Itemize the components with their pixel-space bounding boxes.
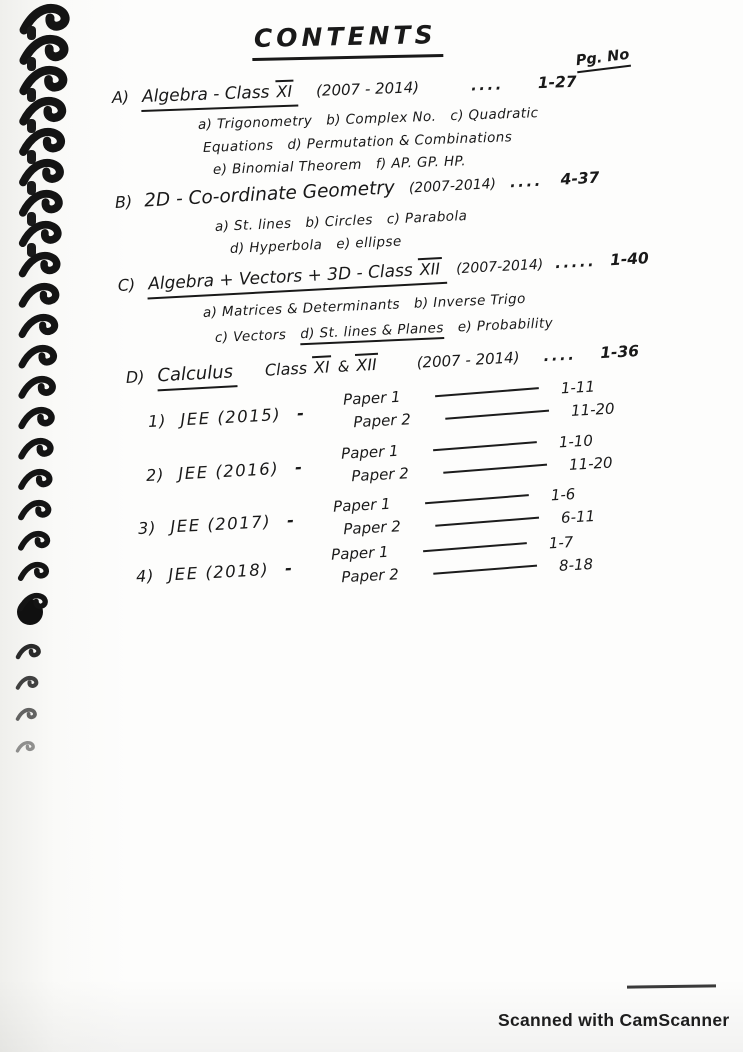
leader-dots: .... (543, 345, 577, 366)
camscanner-watermark: Scanned with CamScanner (498, 1010, 730, 1030)
section-title: Calculus (156, 361, 234, 387)
jee-marker: 3) (137, 517, 157, 538)
subtopic-text: c) Vectors (214, 326, 301, 346)
jee-marker: 1) (147, 410, 167, 431)
section-marker: A) (111, 87, 130, 107)
leader-dots: .... (509, 171, 544, 192)
section-years: (2007-2014) (455, 256, 544, 278)
paper-column (343, 373, 624, 434)
paper-column (341, 427, 622, 488)
section-title: 2D - Co-ordinate Geometry (143, 177, 396, 212)
section-subtopics: a) St. lines b) Circles c) Parabola (214, 207, 468, 235)
leader-dots: ..... (554, 251, 597, 273)
paper-label: Paper 1 (330, 542, 389, 564)
scan-edge-line (627, 984, 716, 988)
section-subtopics (215, 315, 554, 346)
paper-pages: 1-6 (550, 484, 576, 504)
section-subtopics: a) Trigonometry b) Complex No. c) Quadratic (197, 105, 539, 133)
subtopic-text: e) Probability (443, 315, 554, 337)
section-marker: D) (125, 367, 145, 387)
section-pages: 4-37 (560, 168, 600, 189)
paper-label: Paper 2 (342, 516, 402, 538)
ruled-line (433, 564, 537, 574)
dash: - (284, 558, 294, 578)
paper-pages: 1-11 (560, 377, 596, 397)
page-title: CONTENTS (252, 20, 443, 61)
section-pages: 1-36 (599, 342, 640, 363)
roman-numeral: XI (312, 355, 332, 377)
section-subtopics: Equations d) Permutation & Combinations (202, 129, 513, 156)
ruled-line (435, 387, 539, 397)
ruled-line (423, 542, 527, 552)
paper-pages: 11-20 (570, 399, 616, 420)
ruled-line (443, 463, 547, 473)
section-row-algebra-vectors-3d (117, 248, 649, 301)
roman-numeral: XII (355, 353, 379, 375)
section-title: Algebra + Vectors + 3D - Class (147, 260, 414, 295)
section-title-underline (147, 259, 447, 300)
jee-title (136, 556, 333, 585)
section-row-coordinate-geometry (114, 167, 599, 213)
section-years: (2007 - 2014) (315, 78, 420, 100)
subtopic-underlined: d) St. lines & Planes (300, 320, 444, 345)
section-subtopics: a) Matrices & Determinants b) Inverse Trigo (202, 290, 527, 321)
jee-name: JEE (2016) (177, 458, 280, 483)
paper-label: Paper 2 (340, 564, 400, 586)
roman-numeral: XII (418, 257, 442, 279)
paper-pages: 11-20 (568, 453, 614, 474)
paper-label: Paper 2 (352, 409, 412, 431)
jee-title (146, 455, 343, 484)
jee-marker: 2) (145, 464, 165, 485)
paper-label: Paper 1 (332, 494, 391, 516)
leader-dots: .... (470, 75, 505, 95)
paper-pages: 8-18 (558, 554, 594, 575)
spiral-binding-icon (0, 0, 95, 770)
jee-marker: 4) (135, 565, 155, 586)
jee-name: JEE (2018) (167, 559, 270, 584)
dash: - (294, 457, 304, 477)
section-title-underline (156, 361, 238, 391)
section-years: (2007 - 2014) (416, 348, 521, 372)
paper-label: Paper 1 (340, 441, 399, 463)
roman-numeral: XI (275, 80, 294, 102)
ruled-line (435, 516, 539, 526)
jee-name: JEE (2017) (169, 511, 272, 536)
jee-name: JEE (2015) (179, 404, 282, 429)
section-subtopics: e) Binomial Theorem f) AP. GP. HP. (212, 153, 467, 178)
pg-no-header: Pg. No (575, 47, 631, 73)
section-title-underline (141, 82, 299, 112)
section-title: Algebra - Class (141, 82, 270, 107)
section-subtopics: d) Hyperbola e) ellipse (229, 233, 402, 257)
section-years: (2007-2014) (408, 176, 497, 197)
paper-pages: 6-11 (560, 506, 596, 527)
section-pages: 1-40 (609, 249, 650, 270)
paper-pages: 1-10 (558, 431, 594, 451)
section-marker: C) (117, 275, 136, 295)
jee-title (148, 401, 345, 430)
ruled-line (445, 409, 549, 419)
ruled-line (425, 494, 529, 504)
paper-label: Paper 1 (342, 387, 401, 409)
class-label: Class (264, 358, 308, 380)
jee-title (138, 508, 335, 537)
section-pages: 1-27 (537, 72, 577, 93)
paper-label: Paper 2 (350, 463, 410, 485)
ampersand: & (337, 357, 350, 376)
dash: - (286, 510, 296, 530)
ruled-line (433, 441, 537, 451)
paper-pages: 1-7 (548, 532, 574, 552)
section-marker: B) (114, 192, 133, 212)
dash: - (296, 403, 306, 423)
